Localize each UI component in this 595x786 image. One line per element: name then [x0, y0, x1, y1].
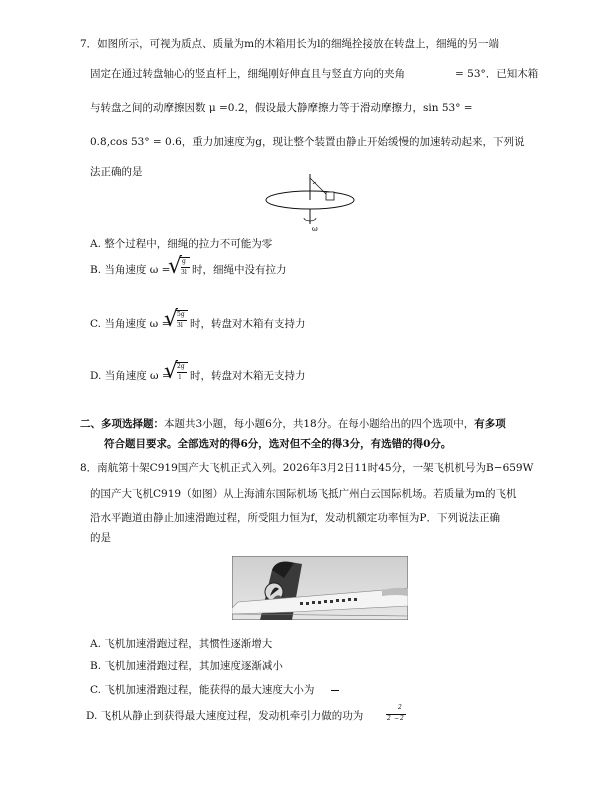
q8-option-c-formula	[331, 690, 339, 691]
q8-line2: 的国产大飞机C919（如图）从上海浦东国际机场飞抵广州白云国际机场。若质量为m的飞机	[90, 488, 517, 500]
section2-emph: 有多项	[474, 418, 506, 430]
q7-option-d-num: 2g	[177, 363, 185, 370]
turntable-figure	[262, 172, 358, 234]
q8-line3: 沿水平跑道由静止加速滑跑过程，所受阻力恒为f，发动机额定功率恒为P．下列说法正确	[90, 512, 500, 524]
q7-line5: 法正确的是	[90, 166, 143, 178]
q7-option-b-pre: B. 当角速度 ω =	[90, 264, 171, 276]
q7-option-c-sqrt: √ 5g 3l	[168, 306, 190, 334]
q7-option-b-post: 时，细绳中没有拉力	[192, 264, 287, 276]
q8-option-d-formula: 2 2 − 2	[384, 708, 408, 724]
q7-option-d-post: 时，转盘对木箱无支持力	[190, 370, 306, 382]
omega-label: ω	[312, 225, 318, 233]
q7-line2b: = 53°．已知木箱	[455, 68, 539, 80]
q7-option-b-sqrt: √ g 3l	[172, 254, 192, 280]
q7-option-d-sqrt: √ 2g l	[168, 358, 190, 386]
q7-line3: 与转盘之间的动摩擦因数 μ =0.2，假设最大静摩擦力等于滑动摩擦力，sin 53° =	[90, 102, 473, 114]
q8-line1: 8．南航第十架C919国产大飞机正式入列。2026年3月2日11时45分，一架飞机机号为B−659W	[80, 462, 534, 474]
q7-option-d-den: l	[179, 374, 181, 381]
section2-line2: 符合题目要求。全部选对的得6分，选对但不全的得3分，有选错的得0分。	[104, 438, 452, 450]
q7-option-c-pre: C. 当角速度 ω =	[90, 318, 171, 330]
q7-option-b-den: 3l	[181, 269, 187, 276]
q7-option-a: A. 整个过程中，细绳的拉力不可能为零	[90, 238, 273, 250]
q7-option-d-pre: D. 当角速度 ω =	[90, 370, 171, 382]
airplane-photo	[232, 556, 408, 620]
q7-line1: 7．如图所示，可视为质点、质量为m的木箱用长为l的细绳拴接放在转盘上，细绳的另一端	[80, 38, 499, 50]
q7-option-c-post: 时，转盘对木箱有支持力	[190, 318, 306, 330]
q7-line4: 0.8,cos 53° = 0.6，重力加速度为g，现让整个装置由静止开始缓慢的加速转动起来，下列说	[90, 136, 525, 148]
q8-option-a: A. 飞机加速滑跑过程，其惯性逐渐增大	[90, 638, 273, 650]
section2-title: 二、多项选择题：	[80, 418, 164, 430]
q7-option-b-num: g	[182, 258, 186, 265]
q8-line4: 的是	[90, 532, 111, 544]
section2-line1	[80, 416, 506, 431]
q7-line2a: 固定在通过转盘轴心的竖直杆上，细绳刚好伸直且与竖直方向的夹角	[90, 68, 405, 80]
q8-option-d: D. 飞机从静止到获得最大速度过程，发动机牵引力做的功为	[86, 710, 364, 722]
q7-option-c-num: 5g	[177, 311, 185, 318]
q7-option-c-den: 3l	[177, 322, 183, 329]
q8-option-c: C. 飞机加速滑跑过程，能获得的最大速度大小为	[90, 684, 315, 696]
section2-intro: 本题共3小题，每小题6分，共18分。在每小题给出的四个选项中，	[164, 418, 475, 430]
q8-option-b: B. 飞机加速滑跑过程，其加速度逐渐减小	[90, 660, 283, 672]
